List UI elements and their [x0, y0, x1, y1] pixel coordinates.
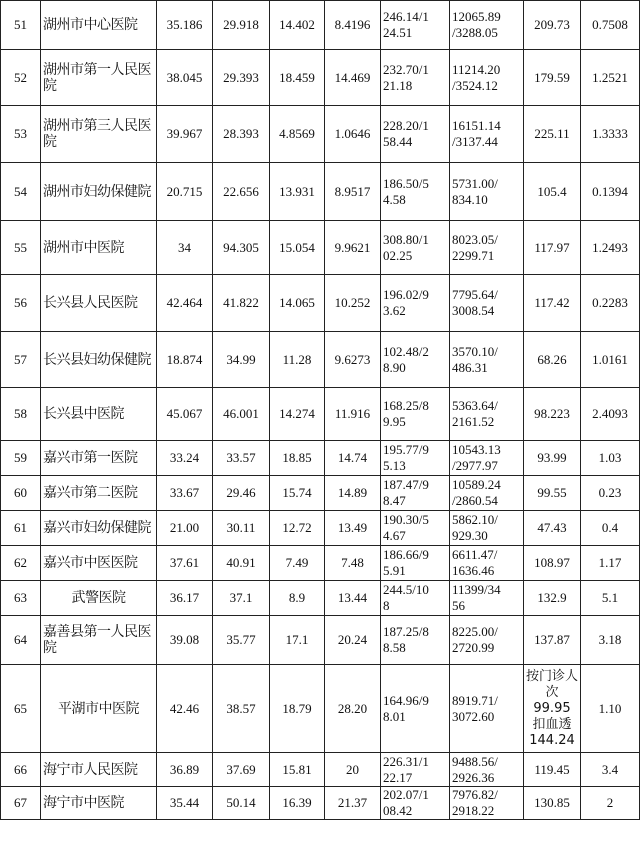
ratio-cell-1	[381, 665, 450, 753]
value-cell-7: 117.97	[524, 221, 581, 275]
value-cell-1: 33.24	[157, 441, 213, 476]
ratio-line: 190.30/5	[383, 512, 429, 527]
hospital-name-cell: 嘉善县第一人民医院	[41, 616, 157, 665]
value-cell-8: 1.0161	[581, 332, 640, 388]
table-row	[1, 476, 640, 511]
ratio-cell-1	[381, 1, 450, 50]
ratio-cell-2	[450, 787, 524, 820]
value-cell-2: 33.57	[213, 441, 270, 476]
value-cell-3: 15.054	[270, 221, 325, 275]
value-cell-8: 3.4	[581, 753, 640, 787]
row-number-cell: 51	[1, 1, 41, 50]
ratio-cell-1	[381, 581, 450, 616]
ratio-line: 9.95	[383, 414, 406, 429]
ratio-line: 308.80/1	[383, 231, 429, 247]
row-number-cell: 52	[1, 50, 41, 106]
value-cell-1: 34	[157, 221, 213, 275]
value-cell-2: 46.001	[213, 388, 270, 441]
value-cell-1: 38.045	[157, 50, 213, 106]
ratio-line: 11399/34	[452, 582, 501, 597]
hospital-name-cell: 嘉兴市妇幼保健院	[41, 511, 157, 546]
ratio-cell-1	[381, 221, 450, 275]
table-row	[1, 221, 640, 275]
hospital-name-cell: 嘉兴市第一医院	[41, 441, 157, 476]
value-cell-1: 45.067	[157, 388, 213, 441]
ratio-line: 834.10	[452, 191, 488, 207]
table-row	[1, 388, 640, 441]
ratio-cell-2	[450, 50, 524, 106]
ratio-cell-1	[381, 441, 450, 476]
ratio-line: 5731.00/	[452, 175, 498, 191]
ratio-line: 8.90	[383, 359, 406, 375]
hospital-name-cell: 嘉兴市中医医院	[41, 546, 157, 581]
ratio-line: 16151.14	[452, 118, 501, 133]
ratio-line: 5862.10/	[452, 512, 498, 527]
ratio-cell-1	[381, 476, 450, 511]
value-cell-2: 37.69	[213, 753, 270, 787]
value-cell-8: 3.18	[581, 616, 640, 665]
value-cell-4: 7.48	[325, 546, 381, 581]
table-row	[1, 787, 640, 820]
table-row	[1, 50, 640, 106]
hospital-name-cell: 武警医院	[41, 581, 157, 616]
value-cell-2: 40.91	[213, 546, 270, 581]
ratio-line: 4.58	[383, 191, 406, 207]
value-cell-1: 21.00	[157, 511, 213, 546]
value-cell-4: 20	[325, 753, 381, 787]
table-row	[1, 546, 640, 581]
value-cell-7: 117.42	[524, 275, 581, 332]
ratio-line: 12065.89	[452, 9, 501, 24]
table-row	[1, 106, 640, 163]
ratio-line: 10543.13	[452, 442, 501, 457]
ratio-cell-2	[450, 476, 524, 511]
ratio-line: 21.18	[383, 77, 413, 93]
ratio-cell-1	[381, 546, 450, 581]
ratio-line: 02.25	[383, 247, 413, 263]
value-cell-3: 11.28	[270, 332, 325, 388]
ratio-cell-2	[450, 581, 524, 616]
value-cell-8: 2	[581, 787, 640, 820]
ratio-line: 5.13	[383, 458, 406, 473]
value-cell-3: 18.85	[270, 441, 325, 476]
ratio-line: 202.07/1	[383, 787, 429, 802]
ratio-line: 3008.54	[452, 303, 495, 318]
value-cell-4: 13.44	[325, 581, 381, 616]
value-cell-4: 20.24	[325, 616, 381, 665]
value-cell-3: 15.81	[270, 753, 325, 787]
row-number-cell: 65	[1, 665, 41, 753]
value-cell-7: 108.97	[524, 546, 581, 581]
row-number-cell: 63	[1, 581, 41, 616]
value-cell-2: 29.393	[213, 50, 270, 106]
ratio-line: 244.5/10	[383, 582, 429, 597]
value-cell-4: 13.49	[325, 511, 381, 546]
hospital-name-cell: 长兴县人民医院	[41, 275, 157, 332]
value-cell-8: 0.23	[581, 476, 640, 511]
ratio-line: 24.51	[383, 25, 413, 40]
value-cell-3: 18.459	[270, 50, 325, 106]
ratio-line: 2161.52	[452, 414, 495, 429]
value-cell-7: 68.26	[524, 332, 581, 388]
ratio-cell-1	[381, 275, 450, 332]
value-cell-7: 93.99	[524, 441, 581, 476]
ratio-cell-2	[450, 511, 524, 546]
value-cell-3: 15.74	[270, 476, 325, 511]
value-cell-3: 14.402	[270, 1, 325, 50]
hospital-name-cell: 海宁市人民医院	[41, 753, 157, 787]
value-cell-8: 5.1	[581, 581, 640, 616]
ratio-line: 102.48/2	[383, 343, 429, 359]
value-cell-3: 17.1	[270, 616, 325, 665]
ratio-line: /2860.54	[452, 493, 498, 508]
ratio-line: 246.14/1	[383, 9, 429, 24]
ratio-cell-1	[381, 787, 450, 820]
value-cell-7: 179.59	[524, 50, 581, 106]
hospital-name-cell: 湖州市中医院	[41, 221, 157, 275]
hospital-name-cell: 湖州市第三人民医院	[41, 106, 157, 163]
ratio-line: 6611.47/	[452, 547, 498, 562]
value-cell-7: 119.45	[524, 753, 581, 787]
value-cell-2: 37.1	[213, 581, 270, 616]
value-cell-4: 14.89	[325, 476, 381, 511]
value-cell-2: 22.656	[213, 163, 270, 221]
row-number-cell: 60	[1, 476, 41, 511]
value-cell-3: 18.79	[270, 665, 325, 753]
ratio-line: 58.44	[383, 134, 413, 149]
value-cell-8: 1.03	[581, 441, 640, 476]
ratio-line: 232.70/1	[383, 61, 429, 77]
ratio-line: /2977.97	[452, 458, 498, 473]
value-cell-2: 41.822	[213, 275, 270, 332]
row-number-cell: 58	[1, 388, 41, 441]
row-number-cell: 54	[1, 163, 41, 221]
ratio-line: 10589.24	[452, 477, 501, 492]
table-row	[1, 753, 640, 787]
ratio-cell-2	[450, 665, 524, 753]
value-cell-8: 1.2521	[581, 50, 640, 106]
value-cell-2: 29.918	[213, 1, 270, 50]
value-cell-2: 29.46	[213, 476, 270, 511]
value-cell-1: 36.89	[157, 753, 213, 787]
value-cell-8: 1.10	[581, 665, 640, 753]
ratio-cell-2	[450, 441, 524, 476]
table-row	[1, 163, 640, 221]
row-number-cell: 56	[1, 275, 41, 332]
ratio-cell-1	[381, 511, 450, 546]
value-cell-8: 1.3333	[581, 106, 640, 163]
ratio-line: 7795.64/	[452, 287, 498, 302]
ratio-line: 929.30	[452, 528, 488, 543]
ratio-cell-2	[450, 753, 524, 787]
ratio-line: 2299.71	[452, 247, 495, 263]
value-cell-8: 1.17	[581, 546, 640, 581]
value-cell-7: 225.11	[524, 106, 581, 163]
value-cell-2: 34.99	[213, 332, 270, 388]
value-cell-7: 按门诊人次 99.95 扣血透 144.24	[524, 665, 581, 753]
value-cell-1: 39.967	[157, 106, 213, 163]
value-cell-4: 11.916	[325, 388, 381, 441]
ratio-line: /3524.12	[452, 77, 498, 93]
value-cell-4: 28.20	[325, 665, 381, 753]
ratio-line: 11214.20	[452, 61, 501, 77]
ratio-line: /3288.05	[452, 25, 498, 40]
ratio-line: 1636.46	[452, 563, 495, 578]
ratio-line: 8225.00/	[452, 624, 498, 639]
value-cell-3: 7.49	[270, 546, 325, 581]
ratio-cell-1	[381, 388, 450, 441]
value-cell-8: 0.2283	[581, 275, 640, 332]
ratio-line: 3072.60	[452, 708, 495, 724]
ratio-line: 8.47	[383, 493, 406, 508]
ratio-line: 186.66/9	[383, 547, 429, 562]
value-cell-3: 13.931	[270, 163, 325, 221]
ratio-line: 3570.10/	[452, 343, 498, 359]
value-cell-4: 1.0646	[325, 106, 381, 163]
value-cell-7: 130.85	[524, 787, 581, 820]
ratio-line: 226.31/1	[383, 753, 429, 769]
row-number-cell: 57	[1, 332, 41, 388]
ratio-line: 5.91	[383, 563, 406, 578]
ratio-cell-2	[450, 275, 524, 332]
ratio-cell-2	[450, 106, 524, 163]
ratio-cell-2	[450, 1, 524, 50]
value-cell-1: 35.44	[157, 787, 213, 820]
hospital-name-cell: 平湖市中医院	[41, 665, 157, 753]
ratio-line: 56	[452, 598, 465, 613]
ratio-line: 9488.56/	[452, 753, 498, 769]
table-body	[1, 1, 640, 820]
table-row	[1, 332, 640, 388]
ratio-line: 168.25/8	[383, 398, 429, 413]
value-cell-8: 1.2493	[581, 221, 640, 275]
value-cell-7: 209.73	[524, 1, 581, 50]
ratio-cell-2	[450, 221, 524, 275]
row-number-cell: 61	[1, 511, 41, 546]
value-cell-4: 9.6273	[325, 332, 381, 388]
table-row	[1, 1, 640, 50]
ratio-line: 186.50/5	[383, 175, 429, 191]
ratio-line: 8.58	[383, 640, 406, 655]
value-cell-4: 14.74	[325, 441, 381, 476]
ratio-line: /3137.44	[452, 134, 498, 149]
value-cell-1: 35.186	[157, 1, 213, 50]
row-number-cell: 53	[1, 106, 41, 163]
value-cell-3: 4.8569	[270, 106, 325, 163]
value-cell-1: 33.67	[157, 476, 213, 511]
table-row	[1, 511, 640, 546]
hospital-name-cell: 嘉兴市第二医院	[41, 476, 157, 511]
value-cell-8: 2.4093	[581, 388, 640, 441]
value-cell-3: 14.065	[270, 275, 325, 332]
table-row	[1, 581, 640, 616]
value-cell-3: 16.39	[270, 787, 325, 820]
hospital-name-cell: 长兴县妇幼保健院	[41, 332, 157, 388]
ratio-line: 164.96/9	[383, 692, 429, 708]
value-cell-2: 38.57	[213, 665, 270, 753]
ratio-line: 3.62	[383, 303, 406, 318]
ratio-line: 195.77/9	[383, 442, 429, 457]
table-row	[1, 441, 640, 476]
ratio-line: 4.67	[383, 528, 406, 543]
ratio-line: 8023.05/	[452, 231, 498, 247]
hospital-name-cell: 湖州市妇幼保健院	[41, 163, 157, 221]
value-cell-2: 30.11	[213, 511, 270, 546]
hospital-name-cell: 湖州市第一人民医院	[41, 50, 157, 106]
value-cell-3: 12.72	[270, 511, 325, 546]
ratio-cell-1	[381, 616, 450, 665]
value-cell-7: 105.4	[524, 163, 581, 221]
value-cell-2: 94.305	[213, 221, 270, 275]
ratio-line: 8.01	[383, 708, 406, 724]
value-cell-7: 47.43	[524, 511, 581, 546]
table-row	[1, 275, 640, 332]
value-cell-7: 132.9	[524, 581, 581, 616]
value-cell-4: 9.9621	[325, 221, 381, 275]
value-cell-3: 8.9	[270, 581, 325, 616]
value-cell-2: 28.393	[213, 106, 270, 163]
ratio-line: 7976.82/	[452, 787, 498, 802]
ratio-line: 5363.64/	[452, 398, 498, 413]
value-cell-8: 0.1394	[581, 163, 640, 221]
ratio-line: 187.25/8	[383, 624, 429, 639]
hospital-name-cell: 海宁市中医院	[41, 787, 157, 820]
value-cell-7: 137.87	[524, 616, 581, 665]
row-number-cell: 55	[1, 221, 41, 275]
value-cell-1: 42.464	[157, 275, 213, 332]
row-number-cell: 59	[1, 441, 41, 476]
value-cell-7: 99.55	[524, 476, 581, 511]
ratio-cell-2	[450, 332, 524, 388]
value-cell-2: 35.77	[213, 616, 270, 665]
ratio-line: 2926.36	[452, 769, 495, 785]
value-cell-1: 36.17	[157, 581, 213, 616]
ratio-line: 8	[383, 598, 390, 613]
ratio-line: 486.31	[452, 359, 488, 375]
ratio-cell-1	[381, 332, 450, 388]
value-cell-3: 14.274	[270, 388, 325, 441]
row-number-cell: 67	[1, 787, 41, 820]
value-cell-4: 21.37	[325, 787, 381, 820]
value-cell-4: 8.9517	[325, 163, 381, 221]
ratio-line: 228.20/1	[383, 118, 429, 133]
ratio-line: 196.02/9	[383, 287, 429, 302]
row-number-cell: 64	[1, 616, 41, 665]
ratio-cell-1	[381, 753, 450, 787]
value-cell-1: 20.715	[157, 163, 213, 221]
value-cell-2: 50.14	[213, 787, 270, 820]
ratio-cell-2	[450, 546, 524, 581]
value-cell-1: 39.08	[157, 616, 213, 665]
ratio-cell-1	[381, 106, 450, 163]
ratio-cell-1	[381, 163, 450, 221]
ratio-line: 8919.71/	[452, 692, 498, 708]
row-number-cell: 66	[1, 753, 41, 787]
hospital-name-cell: 长兴县中医院	[41, 388, 157, 441]
value-cell-7: 98.223	[524, 388, 581, 441]
table-row	[1, 616, 640, 665]
ratio-line: 187.47/9	[383, 477, 429, 492]
value-cell-1: 37.61	[157, 546, 213, 581]
ratio-line: 22.17	[383, 769, 413, 785]
value-cell-4: 10.252	[325, 275, 381, 332]
table-row	[1, 665, 640, 753]
row-number-cell: 62	[1, 546, 41, 581]
value-cell-8: 0.7508	[581, 1, 640, 50]
value-cell-1: 42.46	[157, 665, 213, 753]
value-cell-8: 0.4	[581, 511, 640, 546]
ratio-cell-1	[381, 50, 450, 106]
ratio-cell-2	[450, 163, 524, 221]
value-cell-4: 8.4196	[325, 1, 381, 50]
ratio-line: 2720.99	[452, 640, 495, 655]
value-cell-4: 14.469	[325, 50, 381, 106]
ratio-cell-2	[450, 388, 524, 441]
ratio-line: 08.42	[383, 803, 413, 818]
ratio-line: 2918.22	[452, 803, 495, 818]
value-cell-1: 18.874	[157, 332, 213, 388]
hospital-name-cell: 湖州市中心医院	[41, 1, 157, 50]
ratio-cell-2	[450, 616, 524, 665]
